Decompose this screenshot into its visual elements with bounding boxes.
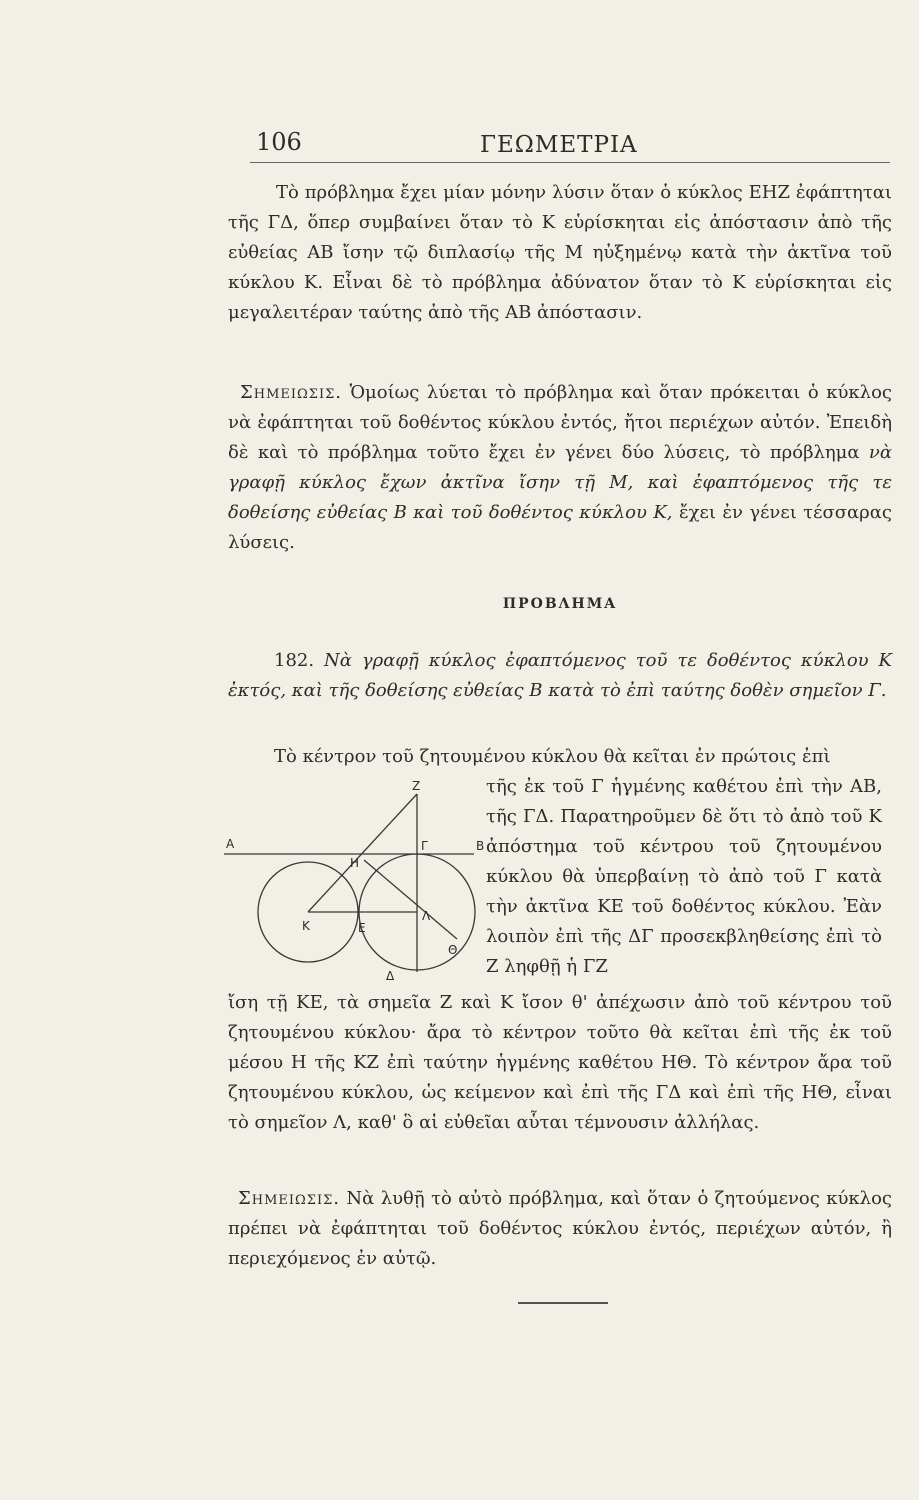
label-z: Z	[412, 779, 421, 793]
note-label: Σημειωσισ.	[240, 382, 343, 403]
label-th: Θ	[448, 943, 458, 957]
label-g: Γ	[421, 839, 428, 853]
label-e: E	[358, 921, 366, 935]
problem-body: Νὰ γραφῇ κύκλος ἐφαπτόμενος τοῦ τε δοθέντος κύκλου Κ ἐκτός, καὶ τῆς δοθείσης εὐθείας Β κατὰ τὸ ἐπὶ ταύτης δοθὲν σημεῖον Γ.	[228, 650, 892, 701]
note-2-body: Νὰ λυθῇ τὸ αὐτὸ πρόβλημα, καὶ ὅταν ὁ ζητούμενος κύκλος πρέπει νὰ ἐφάπτηται τοῦ δοθέντος κύκλου ἐντός, περιέχων αὐτόν, ἢ περιεχόμενος ἐν αὐτῷ.	[228, 1188, 892, 1269]
paragraph-note-1	[228, 378, 892, 558]
page-number: 106	[256, 128, 302, 156]
note-1-end: ἔχει ἐν γένει τέσσαρας λύσεις.	[228, 502, 892, 553]
label-d: Δ	[386, 969, 395, 983]
line-ht	[364, 860, 457, 939]
section-heading: ΠΡΟΒΛΗΜΑ	[502, 596, 618, 612]
running-title: ΓΕΩΜΕΤΡΙΑ	[480, 132, 638, 158]
line-kz	[308, 794, 417, 912]
paragraph-note-2	[228, 1184, 892, 1274]
label-a: A	[226, 837, 235, 851]
end-rule	[518, 1302, 608, 1304]
label-h: H	[350, 856, 360, 870]
page-header	[250, 128, 890, 162]
paragraph-intro: Τὸ πρόβλημα ἔχει μίαν μόνην λύσιν ὅταν ὁ κύκλος ΕΗΖ ἐφάπτηται τῆς ΓΔ, ὅπερ συμβαίνει ὅταν τὸ Κ εὑρίσκηται εἰς ἀπόστασιν ἀπὸ τῆς εὐθείας ΑΒ ἴσην τῷ διπλασίῳ τῆς Μ ηὐξημένῳ κατὰ τὴν ἀκτῖνα τοῦ κύκλου Κ. Εἶναι δὲ τὸ πρόβλημα ἀδύνατον ὅταν τὸ Κ εὑρίσκηται εἰς μεγαλειτέραν ταύτης ἀπὸ τῆς ΑΒ ἀπόστασιν.	[228, 182, 892, 323]
solution-continued: ἴση τῇ ΚΕ, τὰ σημεῖα Ζ καὶ Κ ἴσον θ' ἀπέχωσιν ἀπὸ τοῦ κέντρου τοῦ ζητουμένου κύκλου· ἄρα τὸ κέντρον τοῦτο θὰ κεῖται ἐπὶ τῆς ἐκ τοῦ μέσου Η τῆς ΚΖ ἐπὶ ταύτην ἡγμένης καθέτου ΗΘ. Τὸ κέντρον ἄρα τοῦ ζητουμένου κύκλου, ὡς κείμενον καὶ ἐπὶ τῆς ΓΔ καὶ ἐπὶ τῆς ΗΘ, εἶναι τὸ σημεῖον Λ, καθ' ὃ αἱ εὐθεῖαι αὗται τέμνουσιν ἀλλήλας.	[228, 992, 892, 1133]
problem-number: 182.	[274, 650, 315, 671]
solution-first-line: Τὸ κέντρον τοῦ ζητουμένου κύκλου θὰ κεῖται ἐν πρώτοις ἐπὶ	[274, 746, 831, 767]
solution-wrapped-text: τῆς ἐκ τοῦ Γ ἡγμένης καθέτου ἐπὶ τὴν ΑΒ, τῆς ΓΔ. Παρατηροῦμεν δὲ ὅτι τὸ ἀπὸ τοῦ Κ ἀπόστημα τοῦ κέντρου τοῦ ζητουμένου κύκλου θὰ ὑπερβαίνῃ τὸ ἀπὸ τοῦ Γ κατὰ τὴν ἀκτῖνα ΚΕ τοῦ δοθέντος κύκλου. Ἐὰν λοιπὸν ἐπὶ τῆς ΔΓ προσεκβληθείσης ἐπὶ τὸ Ζ ληφθῇ ἡ ΓΖ	[486, 776, 882, 977]
label-k: K	[302, 919, 310, 933]
problem-statement	[228, 646, 892, 706]
header-rule	[250, 162, 890, 163]
label-l: Λ	[422, 909, 431, 923]
note-1-body: Ὁμοίως λύεται τὸ πρόβλημα καὶ ὅταν πρόκειται ὁ κύκλος νὰ ἐφάπτηται τοῦ δοθέντος κύκλου ἐντός, ἤτοι περιέχων αὐτόν. Ἐπειδὴ δὲ καὶ τὸ πρόβλημα τοῦτο ἔχει ἐν γένει δύο λύσεις, τὸ πρόβλημα	[228, 382, 892, 463]
note-2-label: Σημειωσισ.	[238, 1188, 341, 1209]
geometry-figure	[222, 772, 484, 984]
note-1-italic: νὰ γραφῇ κύκλος ἔχων ἀκτῖνα ἴσην τῇ Μ, καὶ ἐφαπτόμενος τῆς τε δοθείσης εὐθείας Β καὶ τοῦ δοθέντος κύκλου Κ,	[228, 442, 892, 523]
label-b: B	[476, 839, 484, 853]
